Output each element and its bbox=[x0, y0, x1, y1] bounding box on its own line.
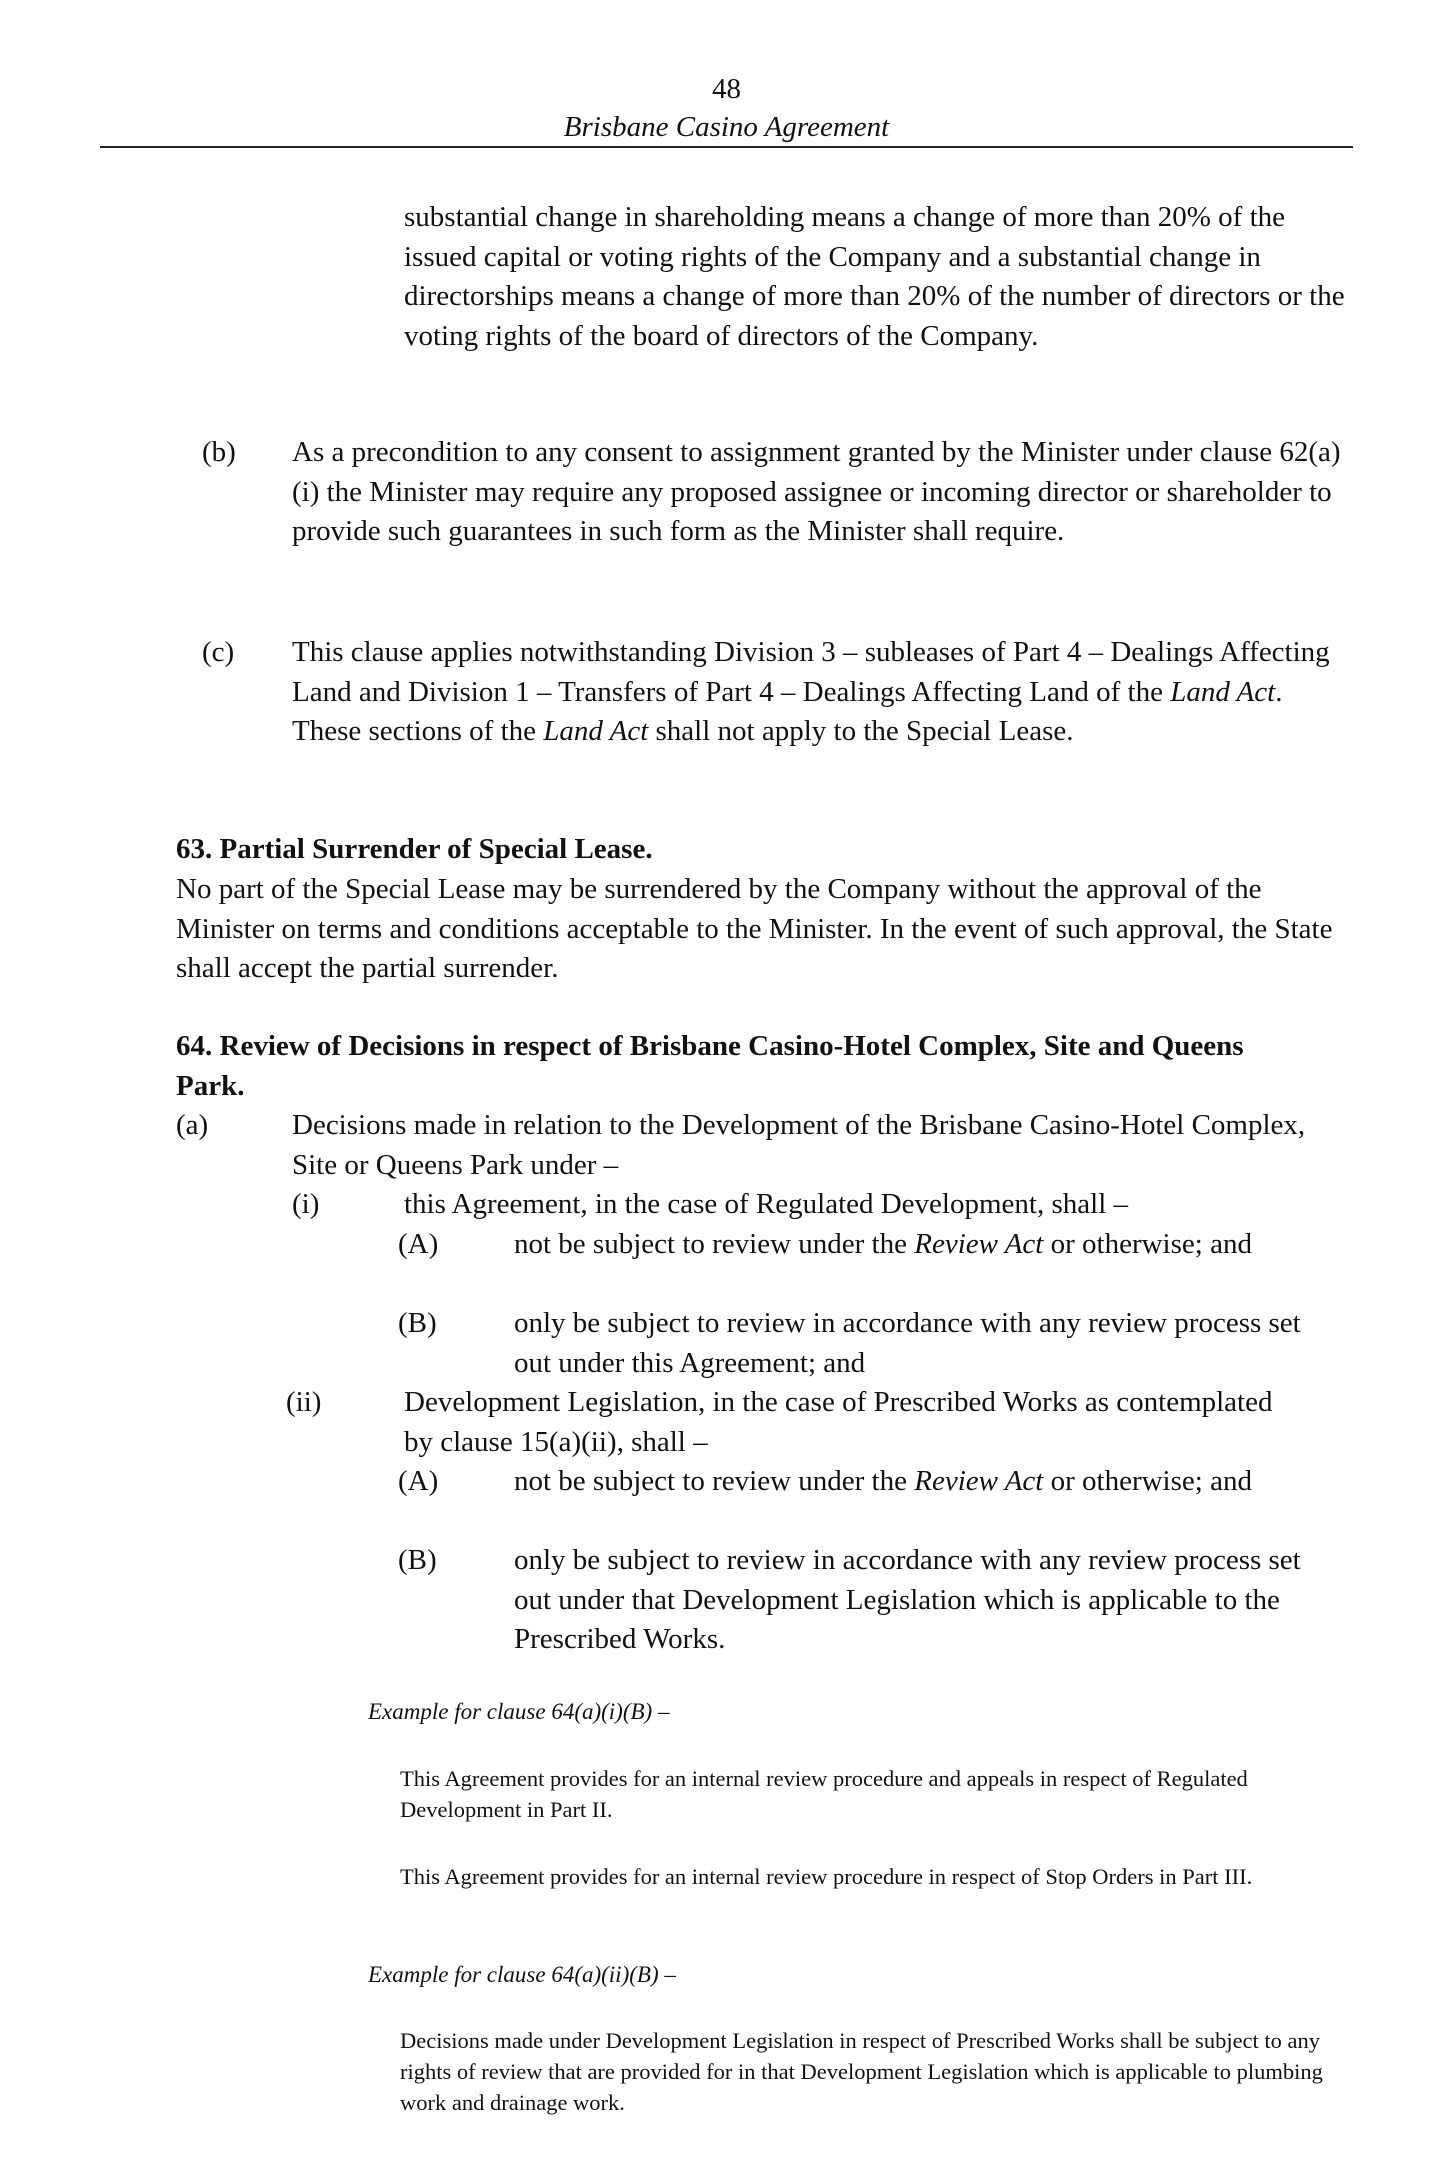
clause-62c-text-part: This clause applies notwithstanding Division 3 – subleases of Part 4 – Dealings Affecting Land and Division 1 – Transfers of Part 4 – Dealings Affecting Land of the bbox=[292, 636, 1330, 708]
clause-64aii-text: Development Legislation, in the case of Prescribed Works as contemplated by clause 15(a)(ii), shall – bbox=[404, 1386, 1273, 1458]
example-1-label: Example for clause 64(a)(i)(B) – bbox=[368, 1699, 670, 1724]
clause-62c-label: (c) bbox=[202, 636, 235, 668]
review-act-citation: Review Act bbox=[914, 1228, 1044, 1260]
clause-64aiiA-text bbox=[514, 1462, 1344, 1502]
land-act-citation: Land Act bbox=[1170, 675, 1276, 708]
clause-64aiiA-text-part: not be subject to review under the bbox=[514, 1465, 915, 1497]
header-rule bbox=[100, 146, 1353, 148]
clause-64aiiA-text-part: or otherwise; and bbox=[1043, 1465, 1252, 1497]
page-number: 48 bbox=[712, 73, 741, 105]
review-act-citation: Review Act bbox=[914, 1465, 1044, 1497]
clause-64-heading: 64. Review of Decisions in respect of Brisbane Casino-Hotel Complex, Site and Queens Park. bbox=[176, 1030, 1244, 1102]
clause-64aiA-label: (A) bbox=[398, 1228, 439, 1260]
example-2-paragraph-1: Decisions made under Development Legislation in respect of Prescribed Works shall be subject to any rights of review that are provided for in that Development Legislation which is applicable to plumbing work and drainage work. bbox=[400, 2028, 1323, 2115]
clause-62b-text: As a precondition to any consent to assignment granted by the Minister under clause 62(a)(i) the Minister may require any proposed assignee or incoming director or shareholder to provide such guarantees in such form as the Minister shall require. bbox=[292, 436, 1341, 547]
clause-64aiiA-label: (A) bbox=[398, 1465, 439, 1497]
clause-64aiA-text-part: not be subject to review under the bbox=[514, 1228, 915, 1260]
clause-64aiiB-text: only be subject to review in accordance with any review process set out under that Development Legislation which is applicable to the Prescribed Works. bbox=[514, 1544, 1301, 1655]
clause-64aiA-text-part: or otherwise; and bbox=[1043, 1228, 1252, 1260]
clause-64aiB-label: (B) bbox=[398, 1307, 437, 1339]
clause-63-body: No part of the Special Lease may be surrendered by the Company without the approval of the Minister on terms and conditions acceptable to the Minister. In the event of such approval, the State shall accept the partial surrender. bbox=[176, 873, 1333, 984]
example-1-paragraph-1: This Agreement provides for an internal review procedure and appeals in respect of Regulated Development in Part II. bbox=[400, 1766, 1248, 1822]
clause-64aiiB-label: (B) bbox=[398, 1544, 437, 1576]
clause-62b-label: (b) bbox=[202, 436, 236, 468]
clause-64aii-label: (ii) bbox=[286, 1386, 322, 1418]
clause-64aiA-text bbox=[514, 1225, 1344, 1265]
clause-64ai-label: (i) bbox=[292, 1188, 320, 1220]
clause-64aiB-text: only be subject to review in accordance with any review process set out under this Agreement; and bbox=[514, 1307, 1301, 1379]
clause-62c-text-part: shall not apply to the Special Lease. bbox=[648, 715, 1074, 747]
example-2-label: Example for clause 64(a)(ii)(B) – bbox=[368, 1962, 676, 1987]
continuation-paragraph: substantial change in shareholding means a change of more than 20% of the issued capital or voting rights of the Company and a substantial change in directorships means a change of more than 20% of the number of directors or the voting rights of the board of directors of the Company. bbox=[404, 201, 1345, 352]
example-1-paragraph-2: This Agreement provides for an internal review procedure in respect of Stop Orders in Part III. bbox=[400, 1864, 1253, 1889]
land-act-citation: Land Act bbox=[543, 715, 649, 747]
clause-63-heading: 63. Partial Surrender of Special Lease. bbox=[176, 833, 653, 865]
clause-64a-text: Decisions made in relation to the Development of the Brisbane Casino-Hotel Complex, Site or Queens Park under – bbox=[292, 1109, 1306, 1181]
clause-64ai-text: this Agreement, in the case of Regulated Development, shall – bbox=[404, 1188, 1128, 1220]
clause-62c-text bbox=[292, 633, 1354, 752]
clause-64a-label: (a) bbox=[176, 1109, 209, 1141]
running-title: Brisbane Casino Agreement bbox=[563, 111, 890, 143]
clause-62c-text-part: . These sections of the bbox=[292, 675, 1283, 747]
